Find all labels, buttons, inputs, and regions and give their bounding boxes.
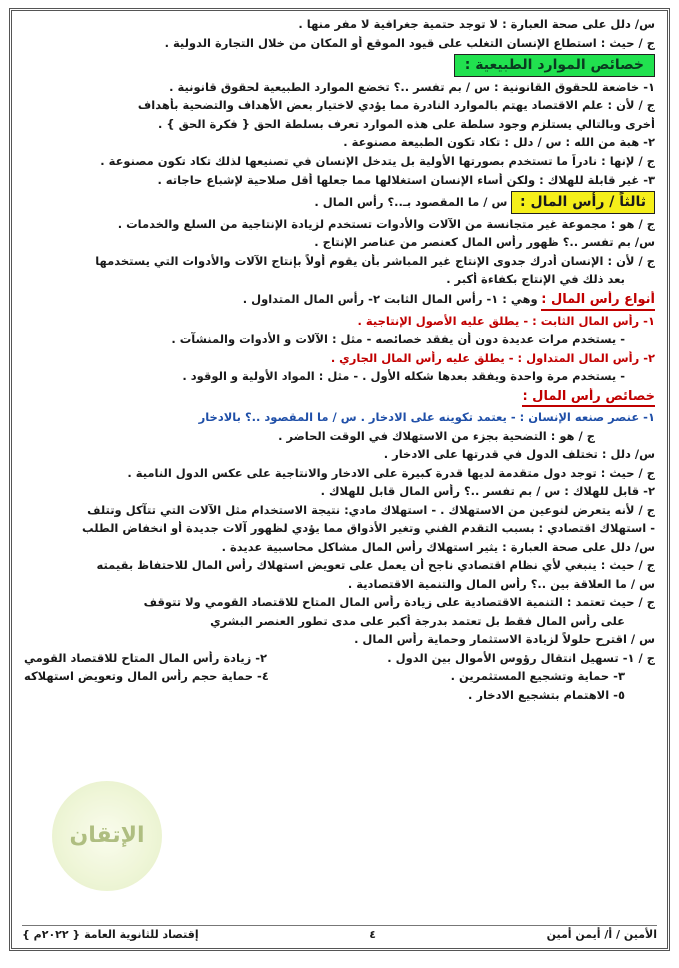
solution-2: ٢- زيادة رأس المال المتاح للاقتصاد القومي — [24, 650, 268, 665]
line-28: على رأس المال فقط بل تعتمد بدرجة أكبر على مدى تطور العنصر البشري — [210, 613, 625, 628]
line-16: - يستخدم مرة واحدة ويفقد بعدها شكله الأول . - مثل : المواد الأولية و الوقود . — [182, 369, 625, 384]
line-14: - يستخدم مرات عديدة دون أن يفقد خصائصه - مثل : الآلات و الأدوات والمنشآت . — [171, 332, 625, 347]
footer-author: الأمين / أ/ أيمن أمين — [546, 927, 657, 941]
heading-capital: ثالثاً / رأس المال : — [511, 191, 655, 214]
line-25: ج / حيث : ينبغي لأي نظام اقتصادي ناجح أن يعمل على تعويض استهلاك رأس المال للاحتفاظ بقيمته — [96, 558, 655, 573]
line-22: ج / لأنه يتعرض لنوعين من الاستهلاك . - استهلاك مادي: نتيجة الاستخدام مثل الآلات التي تتآكل وتتلف — [87, 502, 655, 517]
line-10: س/ بم تفسر ..؟ ظهور رأس المال كعنصر من عناصر الإنتاج . — [314, 235, 655, 250]
line-21: ٢- قابل للهلاك : س / بم تفسر ..؟ رأس المال قابل للهلاك . — [320, 484, 655, 499]
line-27: ج / حيث تعتمد : التنمية الاقتصادية على زيادة رأس المال المتاح للاقتصاد القومي ولا تتوقف — [143, 595, 655, 610]
line-7: ج / لإنها : نادراً ما تستخدم بصورتها الأولية بل يتدخل الإنسان في تصنيعها لذلك تكاد تكون مصنوعة . — [100, 153, 655, 168]
footer-subject: إقتصاد للثانوية العامة { ٢٠٢٢م } — [22, 927, 199, 941]
line-15: ٢- رأس المال المتداول : - يطلق عليه رأس المال الجاري . — [330, 350, 655, 365]
line-2: ج / حيث : استطاع الإنسان التغلب على قيود الموقع أو المكان من خلال التجارة الدولية . — [164, 35, 655, 50]
capital-types-list: وهي : ١- رأس المال الثابت ٢- رأس المال المتداول . — [242, 291, 538, 306]
line-29: س / اقترح حلولاً لزيادة الاستثمار وحماية رأس المال . — [354, 632, 655, 647]
page-footer — [22, 925, 657, 944]
line-5: أخرى وبالتالي يستلزم وجود سلطة على هذه الموارد تعرف بسلطة الحق { فكرة الحق } . — [158, 116, 655, 131]
solution-3: ٣- حماية وتشجيع المستثمرين . — [450, 669, 625, 684]
line-4: ج / لأن : علم الاقتصاد يهتم بالموارد النادرة مما يؤدي لاختيار بعض الأهداف والتضحية بأهداف — [137, 98, 655, 113]
line-6: ٢- هبة من الله : س / دلل : تكاد تكون الطبيعة مصنوعة . — [343, 135, 655, 150]
line-17: ١- عنصر صنعه الإنسان : - يعتمد تكوينه على الادخار . س / ما المقصود ..؟ بالادخار — [198, 410, 655, 425]
line-23: - استهلاك اقتصادي : بسبب التقدم الفني وتغير الأذواق مما يؤدي لظهور آلات جديدة أو انخفاض الطلب — [82, 521, 655, 536]
footer-page-number: ٤ — [369, 927, 376, 941]
line-26: س / ما العلاقة بين ..؟ رأس المال والتنمية الاقتصادية . — [347, 576, 655, 591]
line-20: ج / حيث : توجد دول متقدمة لديها قدرة كبيرة على الادخار والانتاجية على عكس الدول النامية . — [127, 465, 655, 480]
heading-capital-traits: خصائص رأس المال : — [522, 388, 655, 408]
line-3: ١- خاضعة للحقوق القانونية : س / بم تفسر ..؟ تخضع الموارد الطبيعية لحقوق قانونية . — [169, 79, 655, 94]
solution-4: ٤- حماية حجم رأس المال وتعويض استهلاكه — [24, 669, 269, 684]
line-1: س/ دلل على صحة العبارة : لا توجد حتمية جغرافية لا مفر منها . — [298, 17, 655, 31]
line-9: ج / هو : مجموعة غير متجانسة من الآلات والأدوات تستخدم لزيادة الإنتاجية من السلع والخدمات . — [117, 216, 655, 231]
heading-capital-types: أنواع رأس المال : — [541, 291, 655, 311]
document-page — [9, 8, 670, 951]
line-12: بعد ذلك في الإنتاج بكفاءة أكبر . — [446, 272, 625, 287]
line-13: ١- رأس المال الثابت : - يطلق عليه الأصول الإنتاجية . — [357, 313, 655, 328]
line-11: ج / لأن : الإنسان أدرك جدوى الإنتاج غير المباشر بأن يقوم أولاً بإنتاج الآلات والأدوات التي يستخدمها — [95, 253, 655, 268]
line-19: س/ دلل : تختلف الدول في قدرتها على الادخار . — [383, 447, 655, 462]
line-24: س/ دلل على صحة العبارة : يثير استهلاك رأس المال مشاكل محاسبية عديدة . — [221, 539, 655, 554]
solution-1: ج / ١- تسهيل انتقال رؤوس الأموال بين الدول . — [387, 650, 655, 665]
solution-5: ٥- الاهتمام بتشجيع الادخار . — [467, 687, 625, 702]
heading-natural-resources: خصائص الموارد الطبيعية : — [454, 54, 655, 77]
line-8: ٣- غير قابلة للهلاك : ولكن أساء الإنسان استغلالها مما جعلها أقل صلاحية لإشباع حاجاته . — [157, 172, 655, 187]
line-18: ج / هو : التضحية بجزء من الاستهلاك في الوقت الحاضر . — [278, 428, 595, 443]
watermark-seal: الإتقان — [52, 781, 162, 891]
capital-question: س / ما المقصود بـ..؟ رأس المال . — [314, 195, 508, 210]
